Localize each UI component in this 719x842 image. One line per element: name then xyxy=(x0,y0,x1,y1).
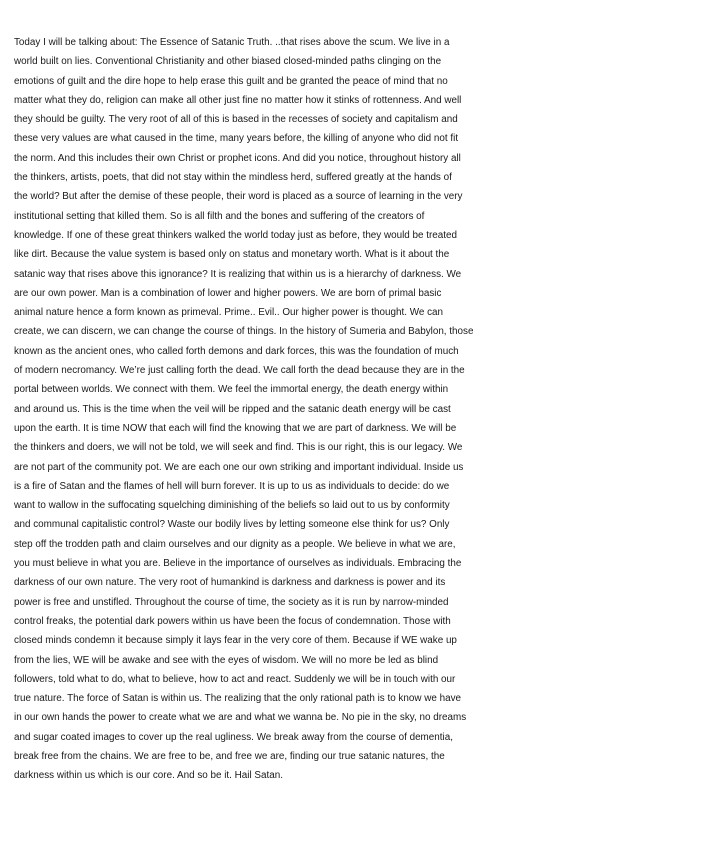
text-line: matter what they do, religion can make all other just fine no matter how it stinks of rottenness. And well xyxy=(14,94,462,106)
text-line: create, we can discern, we can change the course of things. In the history of Sumeria and Babylon, those xyxy=(14,326,474,338)
text-line: true nature. The force of Satan is within us. The realizing that the only rational path is to know we have xyxy=(14,693,462,705)
text-line: from the lies, WE will be awake and see with the eyes of wisdom. We will no more be led as blind xyxy=(14,654,439,666)
text-line: they should be guilty. The very root of all of this is based in the recesses of society and capitalism and xyxy=(14,114,458,126)
text-line: break free from the chains. We are free to be, and free we are, finding our true satanic natures, the xyxy=(14,750,445,762)
text-line: Today I will be talking about: The Essence of Satanic Truth. ..that rises above the scum. We live in a xyxy=(14,37,450,48)
text-line: these very values are what caused in the time, many years before, the killing of anyone who did not fit xyxy=(14,133,459,145)
text-line: is a fire of Satan and the flames of hell will burn forever. It is up to us as individuals to decide: do we xyxy=(14,480,450,492)
text-line: knowledge. If one of these great thinkers walked the world today just as before, they would be treated xyxy=(14,229,457,241)
text-line: step off the trodden path and claim ourselves and our dignity as a people. We believe in what we are, xyxy=(14,538,456,550)
text-line: are our own power. Man is a combination of lower and higher powers. We are born of primal basic xyxy=(14,287,442,299)
text-line: of modern necromancy. We’re just calling forth the dead. We call forth the dead because they are in the xyxy=(14,365,465,377)
text-line: want to wallow in the suffocating squelching diminishing of the beliefs so laid out to us by conformity xyxy=(14,500,450,512)
text-line: darkness within us which is our core. And so be it. Hail Satan. xyxy=(14,770,283,782)
text-line: known as the ancient ones, who called forth demons and dark forces, this was the foundation of much xyxy=(14,345,459,357)
text-line: animal nature hence a form known as primeval. Prime.. Evil.. Our higher power is thought. We can xyxy=(14,307,444,319)
text-line: satanic way that rises above this ignorance? It is realizing that within us is a hierarchy of darkness. We xyxy=(14,268,462,280)
text-line: are not part of the community pot. We are each one our own striking and important individual. Inside us xyxy=(14,461,464,473)
text-line: the world? But after the demise of these people, their word is placed as a source of learning in the very xyxy=(14,191,463,203)
text-line: the norm. And this includes their own Christ or prophet icons. And did you notice, throughout history all xyxy=(14,152,461,164)
text-line: portal between worlds. We connect with them. We feel the immortal energy, the death energy within xyxy=(14,384,449,396)
text-line: and sugar coated images to cover up the real ugliness. We break away from the course of dementia, xyxy=(14,731,453,743)
text-line: upon the earth. It is time NOW that each will find the knowing that we are part of darkness. We will be xyxy=(14,422,457,434)
text-line: closed minds condemn it because simply it lays fear in the very core of them. Because if WE wake up xyxy=(14,635,457,647)
text-line: control freaks, the potential dark powers within us have been the focus of condemnation. Those with xyxy=(14,615,451,627)
text-line: world built on lies. Conventional Christianity and other biased closed-minded paths clinging on the xyxy=(14,56,442,68)
text-line: the thinkers, artists, poets, that did not stay within the mindless herd, suffered greatly at the hands of xyxy=(14,172,452,184)
text-line: followers, told what to do, what to believe, how to act and react. Suddenly we will be in touch with our xyxy=(14,673,456,685)
text-line: and communal capitalistic control? Waste our bodily lives by letting someone else think for us? Only xyxy=(14,519,450,531)
text-line: emotions of guilt and the dire hope to help erase this guilt and be granted the peace of mind that no xyxy=(14,75,448,87)
document-body xyxy=(14,33,714,786)
text-line: institutional setting that killed them. So is all filth and the bones and suffering of the creators of xyxy=(14,210,425,222)
text-line: in our own hands the power to create what we are and what we wanna be. No pie in the sky, no dreams xyxy=(14,712,467,724)
text-line: power is free and unstifled. Throughout the course of time, the society as it is run by narrow-minded xyxy=(14,596,449,608)
text-line: darkness of our own nature. The very root of humankind is darkness and darkness is power and its xyxy=(14,577,446,589)
text-line: like dirt. Because the value system is based only on status and monetary worth. What is it about the xyxy=(14,249,450,261)
text-line: the thinkers and doers, we will not be told, we will seek and find. This is our right, this is our legacy. We xyxy=(14,442,463,454)
text-line: you must believe in what you are. Believe in the importance of ourselves as individuals. Embracing the xyxy=(14,558,462,570)
text-line: and around us. This is the time when the veil will be ripped and the satanic death energy will be cast xyxy=(14,403,451,415)
